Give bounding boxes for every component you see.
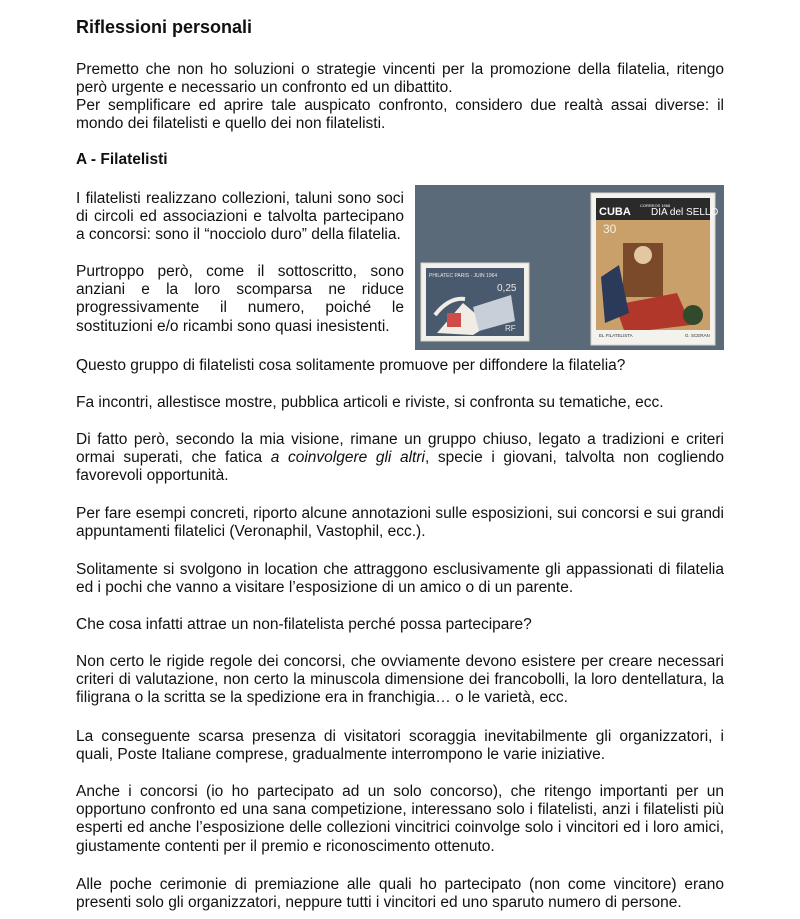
stamp-right-title: DIA del SELLO (651, 207, 719, 218)
stamp-right-correos: CORREOS 1968 (640, 203, 671, 208)
vision-after: , specie i giovani, talvolta non cogliendo favorevoli opportunità. (76, 449, 724, 485)
body-paragraph-activities: Fa incontri, allestisce mostre, pubblica articoli e riviste, si confronta su tematiche, ecc. (76, 394, 664, 411)
stamp-left-header: PHILATEC PARIS · JUIN 1964 (429, 273, 498, 279)
body-paragraph-vision (76, 431, 724, 486)
stamp-left-country: RF (505, 324, 516, 333)
body-paragraph-ceremonies: Alle poche cerimonie di premiazione alle quali ho partecipato (non come vincitore) erano presenti solo gli organizzatori, neppure tutti i vincitori ed uno sparuto numero di persone. (76, 876, 724, 912)
vision-before: Di fatto però, secondo la mia visione, rimane un gruppo chiuso, legato a tradizioni e criteri ormai superati, che fatica (76, 431, 724, 467)
stamp-right-country: CUBA (599, 206, 631, 218)
stamp-left-value: 0,25 (497, 283, 517, 294)
filatelisti-paragraph-2: Purtroppo però, come il sottoscritto, sono anziani e la loro scomparsa ne riduce progressivamente il numero, poiché le sostituzioni e/o ricambi sono quasi inesistenti. (76, 263, 404, 335)
filatelisti-paragraph-1: I filatelisti realizzano collezioni, taluni sono soci di circoli ed associazioni e talvolta partecipano a concorsi: sono il “nocciolo duro” della filatelia. (76, 190, 404, 244)
stamp-philatec (421, 263, 529, 341)
body-paragraph-examples: Per fare esempi concreti, riporto alcune annotazioni sulle esposizioni, sui concorsi e sui grandi appuntamenti filatelici (Veronaphil, Vastophil, ecc.). (76, 505, 724, 541)
stamps-image (415, 185, 724, 350)
body-paragraph-attraction: Che cosa infatti attrae un non-filatelista perché possa partecipare? (76, 616, 532, 633)
stamp-right-value: 30 (603, 222, 617, 236)
stamp-cuba (591, 193, 718, 345)
stamp-right-caption-right: G. SCERAN (685, 333, 710, 338)
body-paragraph-location: Solitamente si svolgono in location che attraggono esclusivamente gli appassionati di filatelia ed i pochi che vanno a visitare l’esposizione di un amico o di un parente. (76, 561, 724, 597)
intro-paragraph-1: Premetto che non ho soluzioni o strategie vincenti per la promozione della filatelia, ritengo però urgente e necessario un confronto ed un dibattito. (76, 61, 724, 97)
body-paragraph-question: Questo gruppo di filatelisti cosa solitamente promuove per diffondere la filatelia? (76, 357, 626, 374)
section-heading-filatelisti: A - Filatelisti (76, 151, 168, 168)
body-paragraph-visitors: La conseguente scarsa presenza di visitatori scoraggia inevitabilmente gli organizzatori, i quali, Poste Italiane comprese, gradualmente interrompono le varie iniziative. (76, 728, 724, 764)
intro-paragraph-2: Per semplificare ed aprire tale auspicato confronto, considero due realtà assai diverse: il mondo dei filatelisti e quello dei non filatelisti. (76, 97, 724, 133)
body-paragraph-contests: Anche i concorsi (io ho partecipato ad un solo concorso), che ritengo importanti per un opportuno confronto ed una sana competizione, interessano solo i filatelisti, anzi i filatelisti più esperti ed anche l’esposizione delle collezioni vincitrici coinvolge solo i vincitori ed i loro amici, giustamente contenti per il premio e riconoscimento ottenuto. (76, 783, 724, 855)
page-title: Riflessioni personali (76, 17, 253, 37)
body-paragraph-rules: Non certo le rigide regole dei concorsi, che ovviamente devono esistere per creare necessari criteri di valutazione, non certo la minuscola dimensione dei francobolli, la loro dentellatura, la filigrana o la scritta se la spedizione era in franchigia… o le varietà, ecc. (76, 653, 724, 707)
stamp-right-caption-left: EL FILATELISTA (599, 333, 633, 338)
vision-emphasis: a coinvolgere gli altri (270, 449, 425, 467)
